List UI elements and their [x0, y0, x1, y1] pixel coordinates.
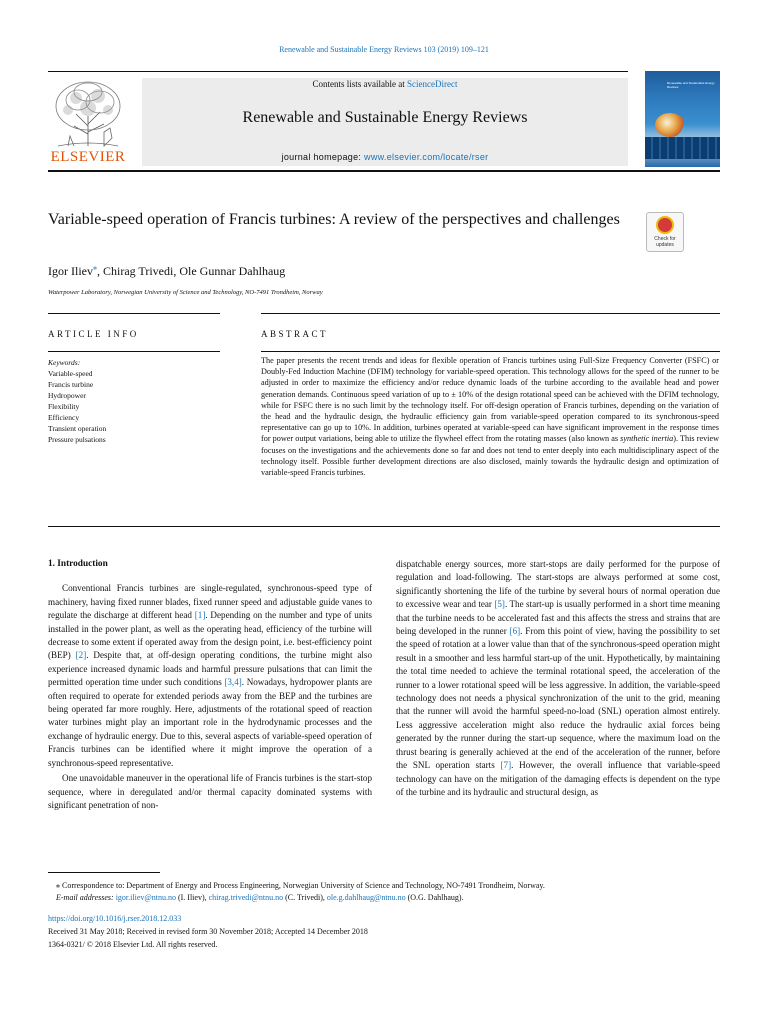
article-info-rule: [48, 313, 220, 314]
corresponding-author-mark[interactable]: ⁎: [92, 263, 97, 272]
keyword-item: Francis turbine: [48, 380, 94, 389]
citation-link[interactable]: [3,4]: [224, 677, 242, 688]
abstract-bottom-rule: [48, 526, 720, 527]
paragraph: One unavoidable maneuver in the operational life of Francis turbines is the start-stop sequence, where in deregulated and/or thermal capacity dominated systems with significant penetration of non-: [48, 773, 372, 810]
keyword-item: Hydropower: [48, 391, 86, 400]
check-for-updates-button[interactable]: [646, 212, 684, 252]
correspondence-text: Correspondence to: Department of Energy and Process Engineering, Norwegian University of Science and Technology, NO-7491 Trondheim, Norway.: [62, 881, 545, 890]
crossmark-icon: [656, 216, 674, 234]
contents-prefix: Contents lists available at: [312, 79, 407, 89]
journal-homepage-line: [142, 152, 628, 162]
abstract-rule: [261, 313, 720, 314]
keywords-label: Keywords:: [48, 358, 81, 367]
email-link-trivedi[interactable]: chirag.trivedi@ntnu.no: [208, 893, 284, 902]
email-label: E-mail addresses:: [56, 893, 116, 902]
journal-cover-thumbnail[interactable]: [645, 71, 720, 167]
co-authors: , Chirag Trivedi, Ole Gunnar Dahlhaug: [96, 264, 286, 278]
abstract-text: The paper presents the recent trends and ideas for flexible operation of Francis turbines using Full-Size Frequency Converter (FSFC) or Doubly-Fed Induction Machine (DFIM) technology for variable-speed operation. This technology allows for the speed of the runner to be adjusted in order to maximize the efficiency and/or reduce dynamic loads of the turbine according to the available head and power generation demands. Continuous speed variation of up to ± 10% of the design rotational speed can be achieved with the DFIM technology, while for FSFC there is no such limit by the technology itself. For off-design operation of Francis turbines, depending on the variation of the head and the hydraulic design, the hydraulic efficiency gain from variable-speed operation compared to its synchronous-speed representative can go up to 10%. In addition, turbines operated at variable-speed can have significant improvement in the response times for power output variations, being able to utilize the flywheel effect from the rotating masses (also known as synthetic inertia). This review focuses on the investigations and the achievements done so far and does not tend to enter deeply into each multidisciplinary aspect of the technology itself. Possible further development directions are also disclosed, mainly towards the hydraulic design and optimization of variable-speed Francis turbines.: [261, 356, 719, 478]
body-column-left: [48, 558, 372, 812]
citation-link[interactable]: [7]: [500, 760, 512, 771]
keywords-block: [48, 357, 106, 445]
header-top-rule: [48, 71, 628, 72]
section-heading-introduction: 1. Introduction: [48, 559, 108, 569]
citation-link[interactable]: [6]: [509, 626, 521, 637]
journal-citation-link[interactable]: Renewable and Sustainable Energy Reviews 103 (2019) 109–121: [279, 45, 489, 54]
sciencedirect-link[interactable]: ScienceDirect: [407, 79, 458, 89]
author-list: [48, 263, 285, 279]
cover-title-text: Renewable and Sustainable Energy Reviews: [667, 81, 715, 89]
paragraph: Conventional Francis turbines are single-regulated, synchronous-speed type of machinery, having fixed runner blades, fixed runner speed and adjustable guide vanes to regulate the discharge at different head [1]. Depending on the number and type of units installed in the power plant, as well as the operating head, efficiency of the turbine will decrease to some extent if operated away from the design point, i.e. best-efficiency point (BEP) [2]. Despite that, at off-design operating conditions, the turbine might also experience increased dynamic loads and harmful pressure pulsations that can limit the permitted operation time under such conditions [3,4]. Nowadays, hydropower plants are often required to operate for extended periods away from the BEP and the turbines are being operated far more roughly. Here, adjustments of the rotational speed of reaction water turbines might play an important role in the hydrodynamic processes and the exchange of hydraulic energy. Due to this, several aspects of variable-speed operation of Francis turbines can be identified where it might improve the operation of a synchronous-speed representative.: [48, 583, 372, 768]
cover-globe-image: [655, 113, 685, 137]
keyword-item: Flexibility: [48, 402, 80, 411]
paragraph: dispatchable energy sources, more start-stops are daily performed for the purpose of regulation and load-following. The start-stops are always performed at some cost, significantly shortening the life of the turbine by several hours of normal operation due to excessive wear and tear [5]. The start-up is usually performed in a short time meaning that the turbine needs to be accelerated fast and this affects the stress and strains that are being developed in the runner [6]. From this point of view, having the possibility to set the speed of rotation at a lower value than that of the synchronous-speed operation might result in a smoother and less harmful start-up of the unit. Hypothetically, by maintaining the total time needed to achieve the terminal rotational speed, the acceleration of the runner to a lower rotational speed will be less aggressive. In addition, the variable-speed technology does not needs a physical synchronization of the unit to the grid, meaning that the runner will avoid the harmful speed-no-load (SNL) operation almost entirely. Less aggressive acceleration might also reduce the hydraulic axial forces being generated by the runner during the start-up sequence, where the maximum load on the thrust bearing is generally achieved at the end of the acceleration of the runner, before the SNL operation starts [7]. However, the overall influence that variable-speed technology can have on the mitigation of the damaging effects is dependent on the type of the turbine and its hydraulic and structural design, as: [396, 559, 720, 797]
journal-name: Renewable and Sustainable Energy Reviews: [242, 109, 528, 126]
footnote-rule: [48, 872, 160, 873]
abstract-subrule: [261, 351, 720, 352]
contents-line: [142, 79, 628, 89]
citation-link[interactable]: [5]: [494, 599, 505, 610]
article-info-subrule: [48, 351, 220, 352]
keyword-item: Variable-speed: [48, 369, 93, 378]
keyword-item: Efficiency: [48, 413, 80, 422]
author-affiliation: Waterpower Laboratory, Norwegian University of Science and Technology, NO-7491 Trondheim, Norway: [48, 289, 323, 296]
keyword-item: Pressure pulsations: [48, 435, 106, 444]
body-column-right: [396, 558, 720, 799]
article-title: Variable-speed operation of Francis turbines: A review of the perspectives and challenges: [48, 211, 620, 228]
email-link-dahlhaug[interactable]: ole.g.dahlhaug@ntnu.no: [326, 893, 406, 902]
homepage-prefix: journal homepage:: [281, 152, 365, 162]
author-iliev: Igor Iliev: [48, 264, 93, 278]
issn-copyright: 1364-0321/ © 2018 Elsevier Ltd. All rights reserved.: [48, 940, 218, 949]
publisher-wordmark: ELSEVIER: [50, 149, 126, 165]
received-dates: Received 31 May 2018; Received in revised form 30 November 2018; Accepted 14 December 2018: [48, 927, 368, 936]
citation-link[interactable]: [2]: [75, 650, 87, 661]
footnote: ⁎ Correspondence to: Department of Energy and Process Engineering, Norwegian University of Science and Technology, NO-7491 Trondheim, Norway. E-mail addresses: igor.iliev@ntnu.no (I. Iliev), chirag.trivedi@ntnu.no (C. Trivedi), ole.g.dahlhaug@ntnu.no (O.G. Dahlhaug).: [56, 881, 545, 902]
email-link-iliev[interactable]: igor.iliev@ntnu.no: [115, 893, 176, 902]
cover-solar-panel-image: [645, 137, 720, 159]
header-bottom-rule: [48, 170, 720, 172]
crossmark-label: Check for updates: [654, 236, 676, 248]
footnote-mark: ⁎: [56, 881, 60, 890]
journal-homepage-link[interactable]: www.elsevier.com/locate/rser: [364, 152, 489, 162]
citation-link[interactable]: [1]: [194, 610, 206, 621]
article-info-heading: ARTICLE INFO: [48, 329, 139, 339]
keyword-item: Transient operation: [48, 424, 107, 433]
doi-link[interactable]: https://doi.org/10.1016/j.rser.2018.12.033: [48, 914, 182, 923]
abstract-heading: ABSTRACT: [261, 329, 329, 339]
